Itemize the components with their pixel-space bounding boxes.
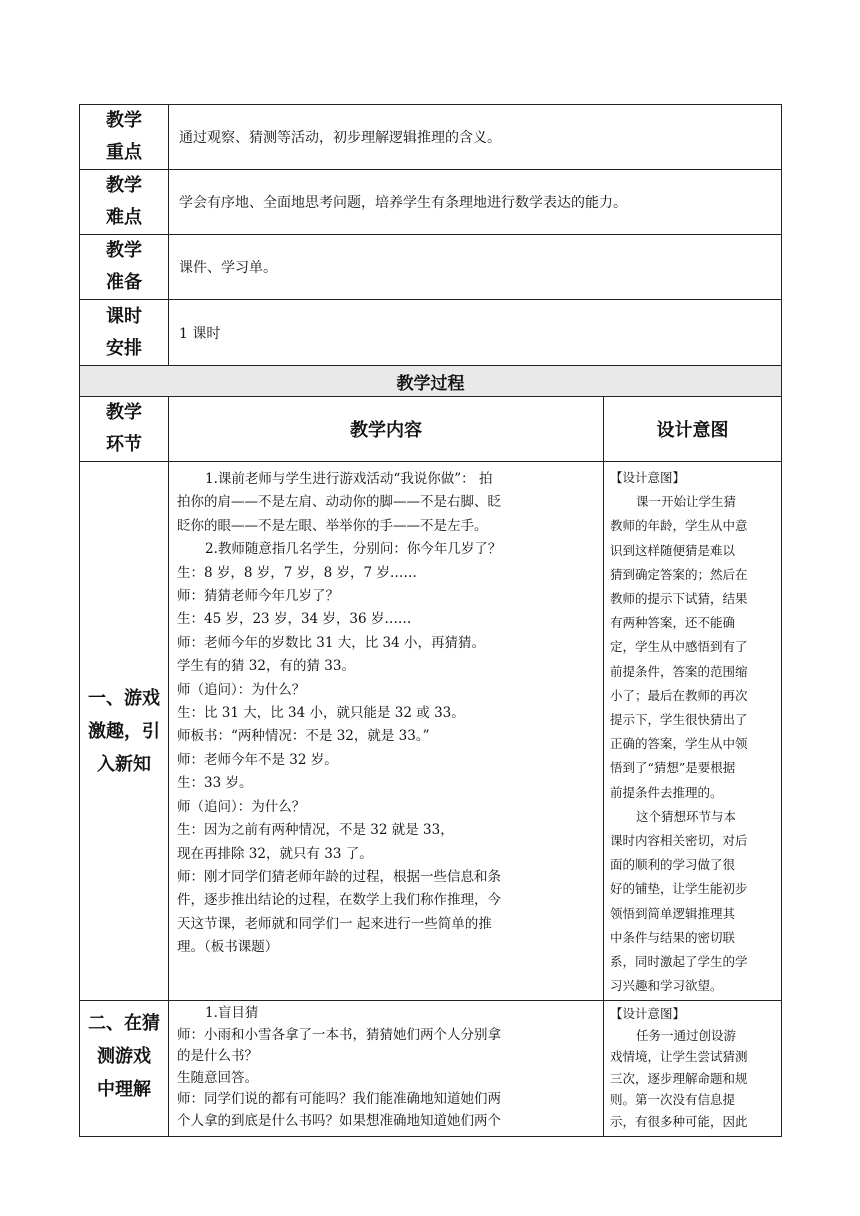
stage-label (80, 462, 169, 1001)
intent-line: 猜到确定答案的；然后在 (610, 566, 748, 582)
stage-content (169, 462, 604, 1001)
row-value: 通过观察、猜测等活动，初步理解逻辑推理的含义。 (169, 105, 782, 170)
intent-line: 【设计意图】 (610, 1006, 686, 1022)
content-line: 师（追问）：为什么？ (177, 798, 306, 815)
label-line: 教学 (106, 175, 142, 196)
content-line: 师：刚才同学们猜老师年龄的过程，根据一些信息和条 (177, 868, 501, 885)
process-title-row (80, 366, 782, 397)
intent-line: 戏情境，让学生尝试猜测 (610, 1049, 748, 1065)
label-line: 教学 (106, 110, 142, 131)
content-line: 师：同学们说的都有可能吗？我们能准确地知道她们两 (177, 1091, 501, 1108)
label-line: 安排 (106, 337, 142, 359)
content-line: 师：老师今年的岁数比 31 大，比 34 小，再猜猜。 (177, 634, 486, 651)
intent-line: 领悟到简单逻辑推理其 (610, 905, 736, 921)
intent-line: 课一开始让学生猜 (636, 494, 737, 510)
intent-line: 【设计意图】 (610, 470, 686, 485)
content-line: 学生有的猜 32，有的猜 33。 (177, 658, 355, 675)
content-line: 师：小雨和小雪各拿了一本书，猜猜她们两个人分别拿 (177, 1026, 501, 1043)
intent-line: 好的铺垫，让学生能初步 (610, 881, 748, 897)
intent-line: 课时内容相关密切，对后 (610, 833, 748, 849)
intent-line: 系，同时激起了学生的学 (610, 954, 748, 970)
intent-line: 前提条件，答案的范围缩 (610, 663, 748, 679)
label-line: 课时 (106, 305, 142, 327)
header-line: 教学 (106, 402, 142, 423)
label-line: 教学 (106, 240, 142, 261)
row-label (80, 235, 169, 300)
intent-line: 教师的年龄，学生从中意 (610, 518, 748, 534)
info-row-difficulty (80, 170, 782, 235)
intent-line: 这个猜想环节与本 (636, 808, 737, 824)
lesson-plan-document (79, 104, 781, 1137)
stage-label-line: 测游戏 (97, 1046, 151, 1068)
intent-line: 悟到了“猜想”是要根据 (610, 760, 736, 776)
label-line: 重点 (106, 142, 142, 163)
content-line: 1.课前老师与学生进行游戏活动“我说你做”： 拍 (205, 471, 493, 487)
header-line: 环节 (106, 434, 142, 455)
header-stage (80, 397, 169, 462)
stage-content (169, 1001, 604, 1137)
intent-line: 中条件与结果的密切联 (610, 929, 736, 945)
intent-line: 示，有很多种可能，因此 (610, 1113, 748, 1129)
stage-label (80, 1001, 169, 1137)
intent-line: 则。第一次没有信息提 (610, 1092, 736, 1108)
label-line: 准备 (106, 272, 142, 293)
info-row-preparation (80, 235, 782, 300)
process-title: 教学过程 (80, 366, 782, 397)
row-label (80, 170, 169, 235)
stage-label-line: 二、在猜 (88, 1013, 160, 1035)
stage-label-line: 一、游戏 (88, 687, 160, 709)
info-row-schedule (80, 300, 782, 366)
intent-line: 定，学生从中感悟到有了 (610, 639, 748, 655)
row-value: 学会有序地、全面地思考问题，培养学生有条理地进行数学表达的能力。 (169, 170, 782, 235)
intent-line: 前提条件去推理的。 (610, 784, 723, 800)
intent-line: 识到这样随便猜是难以 (610, 542, 736, 558)
process-header-row (80, 397, 782, 462)
content-line: 的是什么书？ (177, 1048, 258, 1065)
header-content: 教学内容 (169, 397, 604, 462)
content-line: 生：33 岁。 (177, 775, 253, 792)
intent-line: 面的顺利的学习做了很 (610, 857, 736, 873)
intent-line: 教师的提示下试猜，结果 (610, 591, 748, 607)
intent-line: 小了；最后在教师的再次 (610, 687, 748, 703)
stage-intent (604, 462, 782, 1001)
intent-line: 提示下，学生很快猜出了 (610, 712, 748, 728)
row-value: 课件、学习单。 (169, 235, 782, 300)
content-line: 生随意回答。 (177, 1069, 258, 1086)
info-row-focus (80, 105, 782, 170)
lesson-plan-table (79, 104, 782, 1137)
intent-line: 三次，逐步理解命题和规 (610, 1070, 748, 1086)
content-line: 拍你的肩——不是左肩、动动你的脚——不是右脚、眨 (177, 494, 501, 511)
content-line: 生：比 31 大，比 34 小，就只能是 32 或 33。 (177, 705, 465, 722)
content-line: 理。（板书课题） (177, 939, 279, 956)
content-line: 生：8 岁，8 岁，7 岁，8 岁，7 岁…… (177, 564, 417, 581)
content-line: 个人拿的到底是什么书吗？如果想准确地知道她们两个 (177, 1112, 501, 1129)
content-line: 生：因为之前有两种情况，不是 32 就是 33， (177, 822, 454, 839)
content-line: 师板书：“两种情况：不是 32，就是 33。” (177, 728, 430, 745)
intent-line: 任务一通过创设游 (636, 1027, 737, 1043)
intent-line: 习兴趣和学习欲望。 (610, 978, 723, 994)
content-line: 师：猜猜老师今年几岁了？ (177, 588, 339, 605)
content-line: 师（追问）：为什么？ (177, 681, 306, 698)
stage-intent (604, 1001, 782, 1137)
row-label (80, 105, 169, 170)
content-line: 1.盲目猜 (205, 1005, 259, 1022)
content-line: 件，逐步推出结论的过程，在数学上我们称作推理，今 (177, 892, 501, 909)
row-label (80, 300, 169, 366)
content-line: 2.教师随意指几名学生，分别问：你今年几岁了？ (205, 541, 502, 558)
intent-line: 有两种答案，还不能确 (610, 615, 736, 631)
label-line: 难点 (106, 207, 142, 228)
content-line: 天这节课，老师就和同学们一 起来进行一些简单的推 (177, 915, 492, 932)
header-intent: 设计意图 (604, 397, 782, 462)
intent-line: 正确的答案，学生从中领 (610, 736, 748, 752)
stage-label-line: 入新知 (97, 753, 151, 775)
stage-row-2 (80, 1001, 782, 1137)
content-line: 生：45 岁，23 岁，34 岁，36 岁…… (177, 611, 412, 628)
stage-label-line: 激趣，引 (88, 720, 160, 742)
content-line: 现在再排除 32，就只有 33 了。 (177, 845, 373, 862)
stage-row-1 (80, 462, 782, 1001)
stage-label-line: 中理解 (97, 1079, 151, 1101)
content-line: 师：老师今年不是 32 岁。 (177, 751, 338, 768)
content-line: 眨你的眼——不是左眼、举举你的手——不是左手。 (177, 517, 488, 534)
row-value: 1 课时 (169, 300, 782, 366)
